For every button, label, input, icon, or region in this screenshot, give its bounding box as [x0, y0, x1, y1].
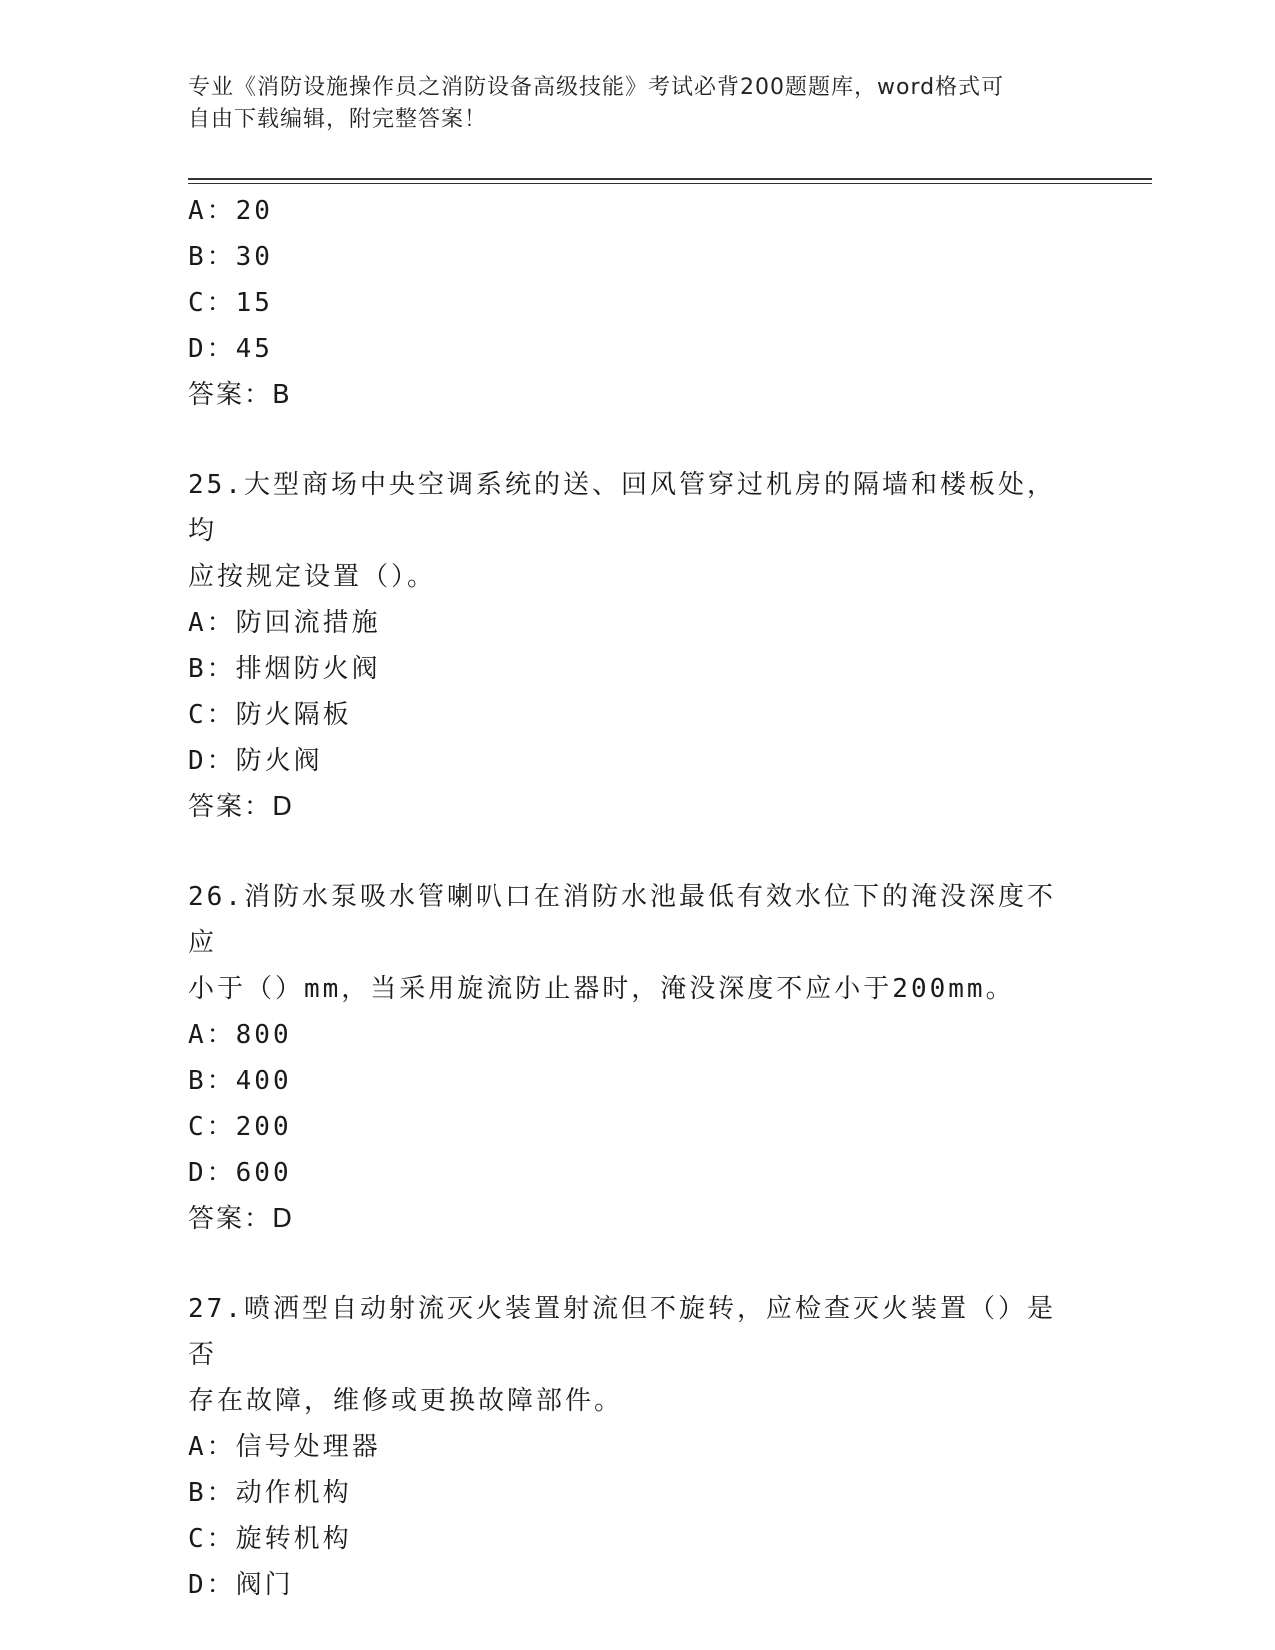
option-a: A：信号处理器: [188, 1432, 381, 1462]
header-line-1: 专业《消防设施操作员之消防设备高级技能》考试必背200题题库，word格式可: [188, 75, 1005, 100]
question-26: [188, 874, 1088, 1242]
answer-line: 答案：B: [188, 380, 292, 410]
option-c: C：200: [188, 1112, 292, 1142]
option-d: D：600: [188, 1158, 292, 1188]
option-c: C：防火隔板: [188, 700, 352, 730]
option-b: B：排烟防火阀: [188, 654, 381, 684]
option-b: B：30: [188, 242, 273, 272]
header-divider-thin: [188, 183, 1152, 184]
question-stem-line-2: 应按规定设置（）。: [188, 562, 437, 592]
question-25: [188, 462, 1088, 830]
answer-line: 答案：D: [188, 1204, 295, 1234]
question-spacer: [188, 1242, 1088, 1286]
option-c: C：旋转机构: [188, 1524, 352, 1554]
question-stem-line-2: 存在故障，维修或更换故障部件。: [188, 1386, 624, 1416]
header-line-2: 自由下载编辑，附完整答案！: [188, 107, 488, 132]
header-divider-thick: [188, 178, 1152, 180]
question-spacer: [188, 418, 1088, 462]
option-a: A：防回流措施: [188, 608, 381, 638]
option-a: A：800: [188, 1020, 292, 1050]
answer-line: 答案：D: [188, 792, 295, 822]
question-stem-line-1: 26.消防水泵吸水管喇叭口在消防水池最低有效水位下的淹没深度不应: [188, 882, 1056, 958]
question-stem-line-2: 小于（）mm，当采用旋流防止器时，淹没深度不应小于200mm。: [188, 974, 1015, 1004]
option-a: A：20: [188, 196, 273, 226]
option-c: C：15: [188, 288, 273, 318]
option-d: D：阀门: [188, 1570, 294, 1600]
option-b: B：400: [188, 1066, 292, 1096]
document-header: [188, 72, 1078, 136]
question-list: [188, 188, 1088, 1608]
option-d: D：防火阀: [188, 746, 323, 776]
option-d: D：45: [188, 334, 273, 364]
option-b: B：动作机构: [188, 1478, 352, 1508]
question-spacer: [188, 830, 1088, 874]
question-27: [188, 1286, 1088, 1608]
question-stem-line-1: 27.喷洒型自动射流灭火装置射流但不旋转，应检查灭火装置（）是否: [188, 1294, 1056, 1370]
question-stem-line-1: 25.大型商场中央空调系统的送、回风管穿过机房的隔墙和楼板处，均: [188, 470, 1056, 546]
question-24: [188, 188, 1088, 418]
